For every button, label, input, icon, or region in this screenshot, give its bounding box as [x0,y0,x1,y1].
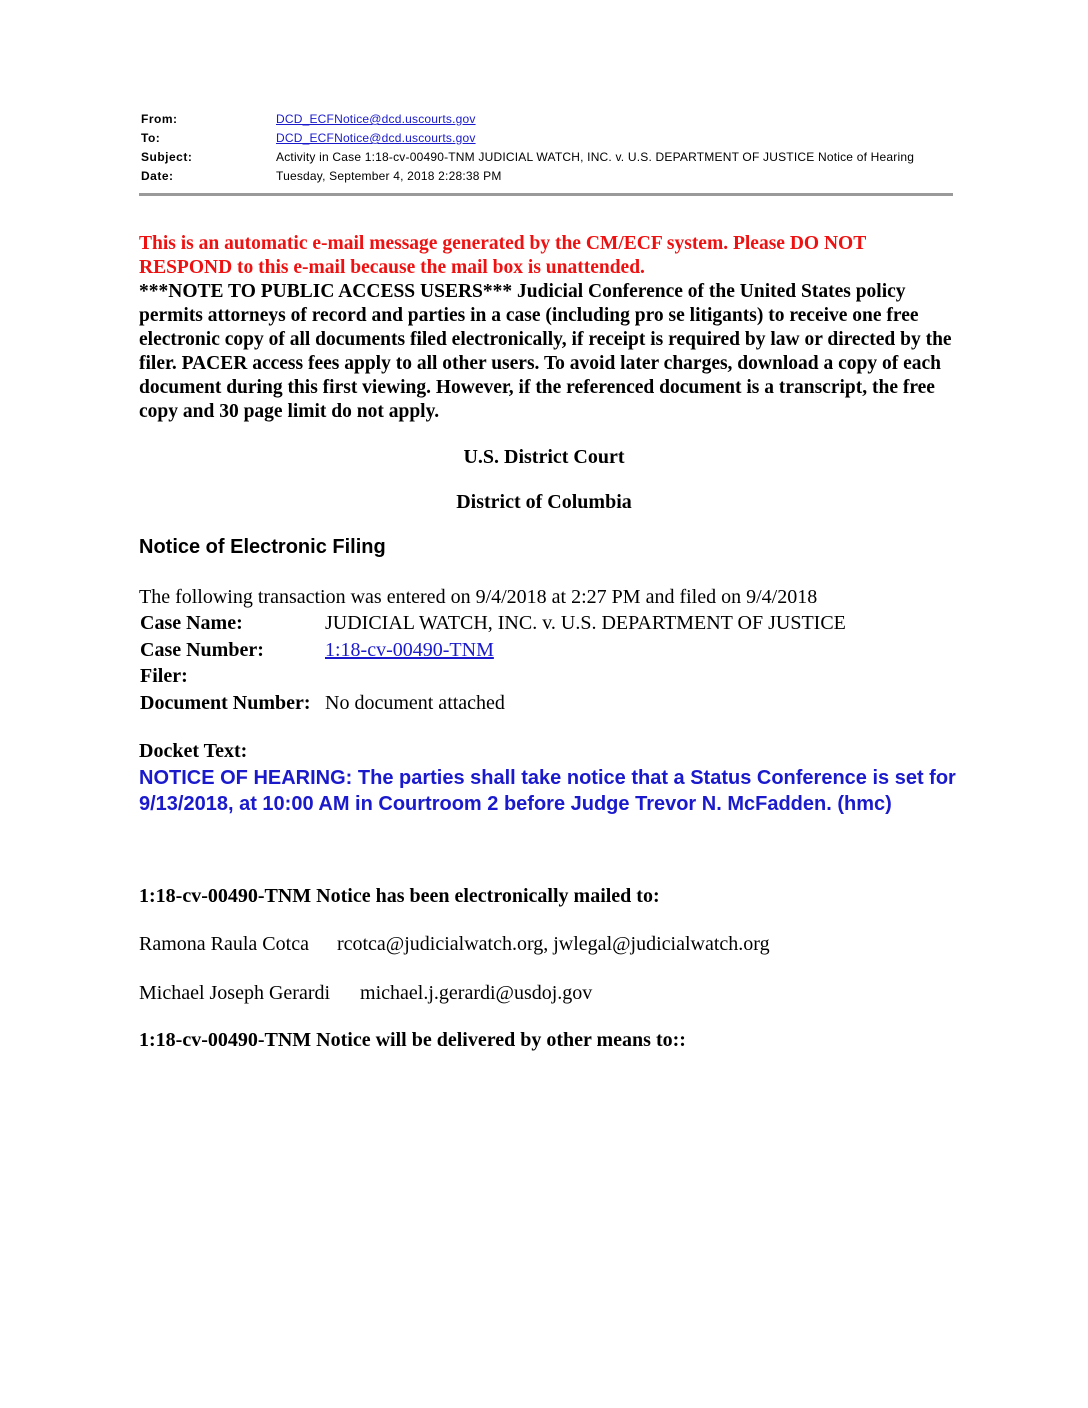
from-label: From: [141,112,178,126]
filer-label: Filer: [140,665,188,687]
recipient-row [139,982,592,1005]
case-number-link[interactable]: 1:18-cv-00490-TNM [325,638,494,661]
court-name: U.S. District Court [463,446,625,468]
case-number-row [140,638,846,665]
district-name: District of Columbia [456,491,632,513]
header-divider [139,193,953,196]
case-name-label: Case Name: [140,612,243,634]
subject-label: Subject: [141,150,193,164]
date-label: Date: [141,169,174,183]
automatic-message-warning: This is an automatic e-mail message generated by the CM/ECF system. Please DO NOT RESPOND to this e-mail because the mail box is unattended. [139,233,866,278]
from-row [141,110,953,129]
public-access-note [139,280,959,424]
public-access-note-text: ***NOTE TO PUBLIC ACCESS USERS*** Judicial Conference of the United States policy permits attorneys of record and parties in a case (including pro se litigants) to receive one free electronic copy of all documents filed electronically, if receipt is required by law or directed by the filer. PACER access fees apply to all other users. To avoid later charges, download a copy of each document during this first viewing. However, if the referenced document is a transcript, the free copy and 30 page limit do not apply. [139,281,952,422]
case-number-label: Case Number: [140,638,264,661]
document-number-label: Document Number: [140,691,311,714]
date-value: Tuesday, September 4, 2018 2:28:38 PM [276,169,502,183]
document-number-value: No document attached [325,691,505,714]
email-header [141,110,953,186]
document-number-row [140,691,846,718]
nef-title: Notice of Electronic Filing [139,536,386,558]
to-email-link[interactable]: DCD_ECFNotice@dcd.uscourts.gov [276,131,476,145]
to-row [141,129,953,148]
to-label: To: [141,131,161,145]
from-email-link[interactable]: DCD_ECFNotice@dcd.uscourts.gov [276,112,476,126]
docket-text-label: Docket Text: [139,740,248,762]
recipient-emails: rcotca@judicialwatch.org, jwlegal@judicialwatch.org [336,933,770,955]
subject-value: Activity in Case 1:18-cv-00490-TNM JUDICIAL WATCH, INC. v. U.S. DEPARTMENT OF JUSTICE Notice of Hearing [276,150,915,164]
other-means-heading: 1:18-cv-00490-TNM Notice will be delivered by other means to:: [139,1029,686,1051]
electronically-mailed-heading: 1:18-cv-00490-TNM Notice has been electronically mailed to: [139,885,660,907]
case-name-value: JUDICIAL WATCH, INC. v. U.S. DEPARTMENT OF JUSTICE [325,612,846,634]
docket-text: NOTICE OF HEARING: The parties shall take notice that a Status Conference is set for 9/13/2018, at 10:00 AM in Courtroom 2 before Judge Trevor N. McFadden. (hmc) [139,767,956,815]
transaction-text: The following transaction was entered on 9/4/2018 at 2:27 PM and filed on 9/4/2018 [139,586,818,608]
case-details [140,611,846,717]
recipient-row [139,933,770,956]
filer-row [140,664,846,691]
date-row [141,167,953,186]
subject-row [141,148,953,167]
case-name-row [140,611,846,638]
recipient-name: Ramona Raula Cotca [139,933,309,955]
recipient-name: Michael Joseph Gerardi [139,982,331,1004]
recipient-emails: michael.j.gerardi@usdoj.gov [360,982,593,1004]
